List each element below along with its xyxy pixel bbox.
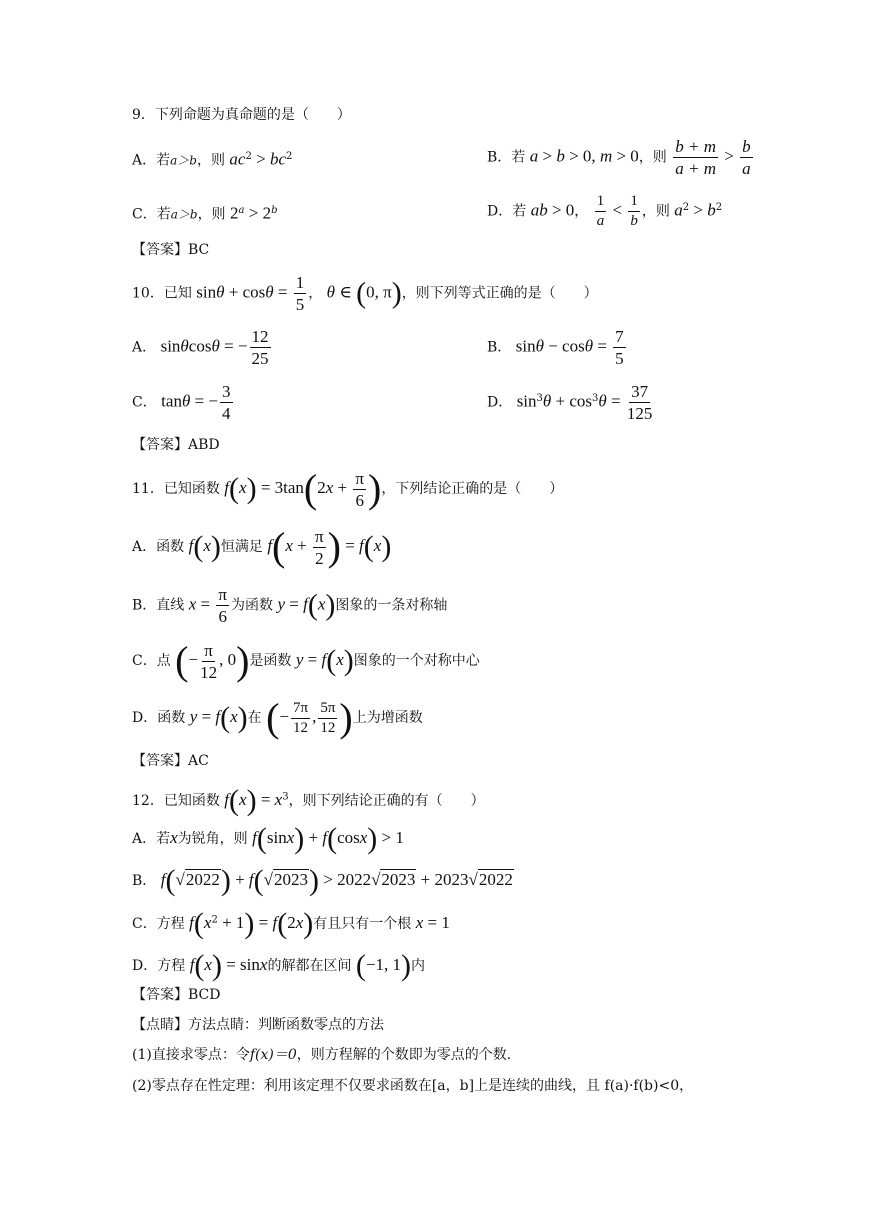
q9-option-a: A．若a＞b，则 $ac^2 > bc^2$: [132, 149, 293, 169]
q12-option-d: D．方程 f(x) = sinx的解都在区间 (−1, 1)内: [132, 949, 425, 982]
note-line-2: (2)零点存在性定理：利用该定理不仅要求函数在[a，b]上是连续的曲线，且 f(a)·f(b)<0，: [132, 1078, 694, 1094]
q10-stem: 10．已知 sinθ + cosθ = $\frac{1}{5}$ ， θ ∈ (0, π)，则下列等式正确的是（ ）: [132, 273, 598, 314]
q10-option-d: D． $\sin^3\theta + \cos^3\theta$ = $\frac{37}{125}$: [487, 382, 653, 423]
q10-option-b: B． sinθ − cosθ = $\frac{7}{5}$: [487, 327, 624, 368]
q12-option-b: B． f(√2022) + f(√2023) > 2022√2023 + 2023√2022: [132, 864, 513, 897]
q12-stem: 12．已知函数 $f(x) = x^3$，则下列结论正确的有（ ）: [132, 784, 485, 817]
q11-stem: 11．已知函数 f(x) = 3tan(2x + $\frac{\pi}{6}$ )，下列结论正确的是（ ）: [132, 466, 564, 511]
note-title: 【点睛】方法点睛：判断函数零点的方法: [132, 1017, 384, 1033]
q11-option-c: C．点 (− $\frac{\pi}{12}$ , 0)是函数 y = f(x)图象的一个对称中心: [132, 638, 480, 683]
q9-option-c: C．若a＞b，则 $2^a > 2^b$: [132, 203, 278, 223]
q10-answer: 【答案】ABD: [132, 437, 220, 453]
q12-option-c: C．方程 $f(x^2 + 1) = f(2x)$有且只有一个根 x = 1: [132, 907, 450, 940]
q9-answer: 【答案】BC: [132, 242, 210, 258]
q10-option-a: A． sinθcosθ = − $\frac{12}{25}$: [132, 327, 269, 368]
q9-stem: 9．下列命题为真命题的是（ ）: [132, 107, 351, 123]
q11-option-b: B．直线 x = $\frac{\pi}{6}$ 为函数 y = f(x)图象的一条对称轴: [132, 585, 448, 626]
q9-option-b: B．若 a > b > 0, m > 0，则 $\frac{b + m}{a + m}$ > $\frac{b}{a}$: [487, 137, 751, 178]
q11-answer: 【答案】AC: [132, 753, 209, 769]
q11-option-a: A．函数 f(x)恒满足 f(x + $\frac{\pi}{2}$ ) = f(x): [132, 524, 392, 569]
q10-option-c: C． tanθ = − $\frac{3}{4}$: [132, 382, 231, 423]
note-line-1: (1)直接求零点：令f(x)＝0，则方程解的个数即为零点的个数．: [132, 1047, 521, 1063]
q11-option-d: D．函数 y = f(x)在 (− $\frac{7\pi}{12}$ , $\frac{5\pi}{12}$ )上为增函数: [132, 695, 423, 740]
q12-option-a: A．若x为锐角，则 f(sinx) + f(cosx) > 1: [132, 822, 404, 855]
q9-option-d: D．若 ab > 0， $\frac{1}{a}$ < $\frac{1}{b}$ ，则 $a^2 > b^2$: [487, 193, 723, 229]
q12-answer: 【答案】BCD: [132, 987, 221, 1003]
